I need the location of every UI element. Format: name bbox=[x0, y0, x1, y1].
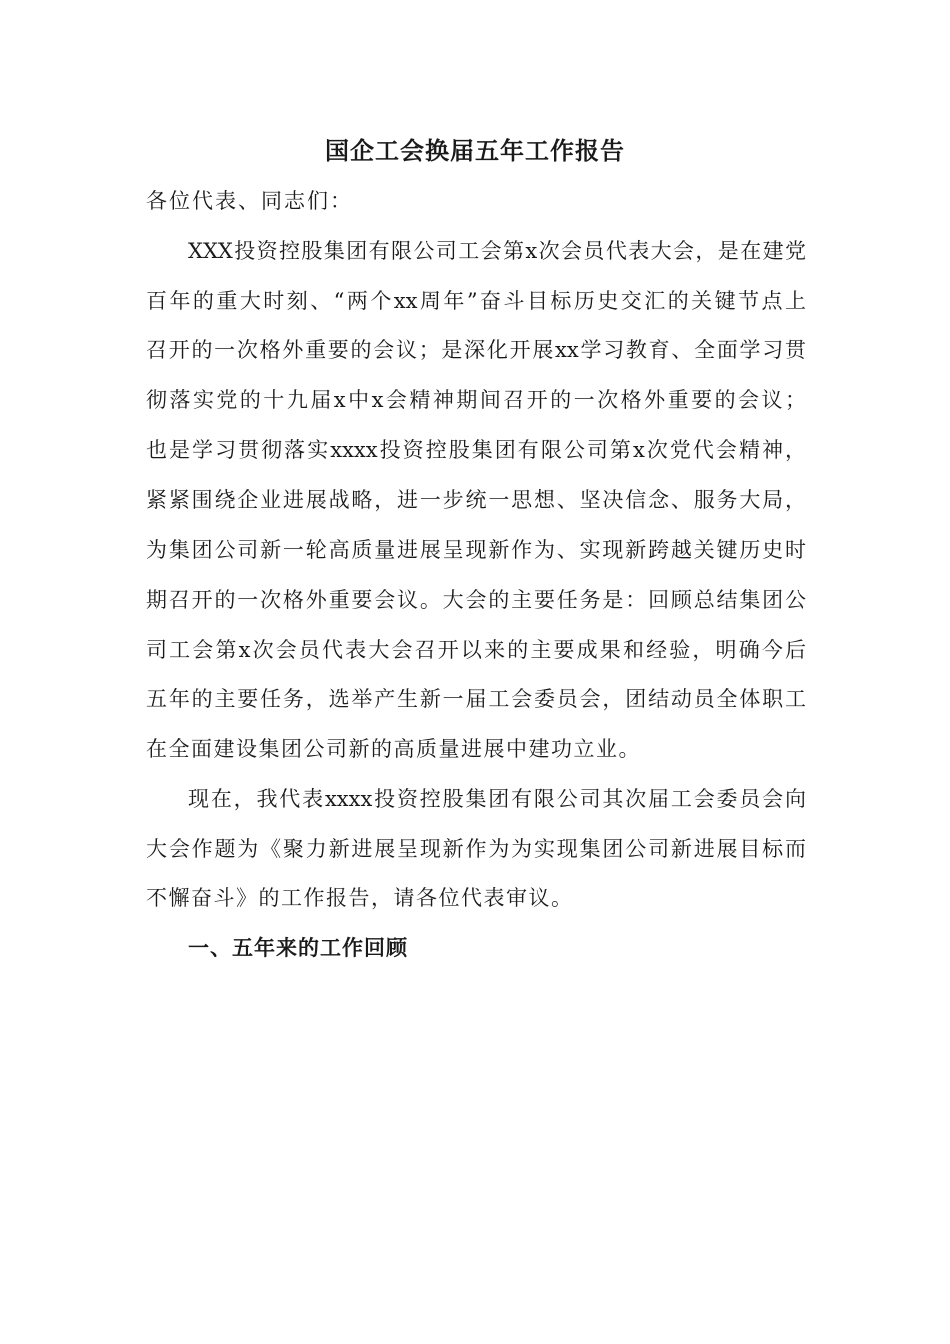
paragraph-line: 为集团公司新一轮高质量进展呈现新作为、实现新跨越关键历史时 bbox=[146, 538, 806, 562]
paragraph-line: 百年的重大时刻、“两个xx周年”奋斗目标历史交汇的关键节点上 bbox=[146, 289, 806, 313]
paragraph-line: 司工会第x次会员代表大会召开以来的主要成果和经验，明确今后 bbox=[146, 638, 806, 662]
paragraph-line: 现在，我代表xxxx投资控股集团有限公司其次届工会委员会向 bbox=[188, 787, 806, 811]
greeting: 各位代表、同志们： bbox=[146, 189, 353, 213]
paragraph-line: 紧紧围绕企业进展战略，进一步统一思想、坚决信念、服务大局， bbox=[146, 488, 806, 512]
paragraph-line: 彻落实党的十九届x中x会精神期间召开的一次格外重要的会议； bbox=[146, 388, 806, 412]
paragraph-line: 大会作题为《聚力新进展呈现新作为为实现集团公司新进展目标而 bbox=[146, 837, 806, 861]
document-title: 国企工会换届五年工作报告 bbox=[325, 136, 625, 165]
paragraph-line: XXX投资控股集团有限公司工会第x次会员代表大会，是在建党 bbox=[188, 239, 806, 263]
section-heading: 一、五年来的工作回顾 bbox=[188, 935, 408, 960]
paragraph-line: 召开的一次格外重要的会议；是深化开展xx学习教育、全面学习贯 bbox=[146, 338, 806, 362]
paragraph-line: 也是学习贯彻落实xxxx投资控股集团有限公司第x次党代会精神， bbox=[146, 438, 806, 462]
paragraph-line: 五年的主要任务，选举产生新一届工会委员会，团结动员全体职工 bbox=[146, 687, 806, 711]
paragraph-line: 期召开的一次格外重要会议。大会的主要任务是：回顾总结集团公 bbox=[146, 588, 806, 612]
paragraph-line: 在全面建设集团公司新的高质量进展中建功立业。 bbox=[146, 737, 641, 761]
paragraph-line: 不懈奋斗》的工作报告，请各位代表审议。 bbox=[146, 886, 574, 910]
